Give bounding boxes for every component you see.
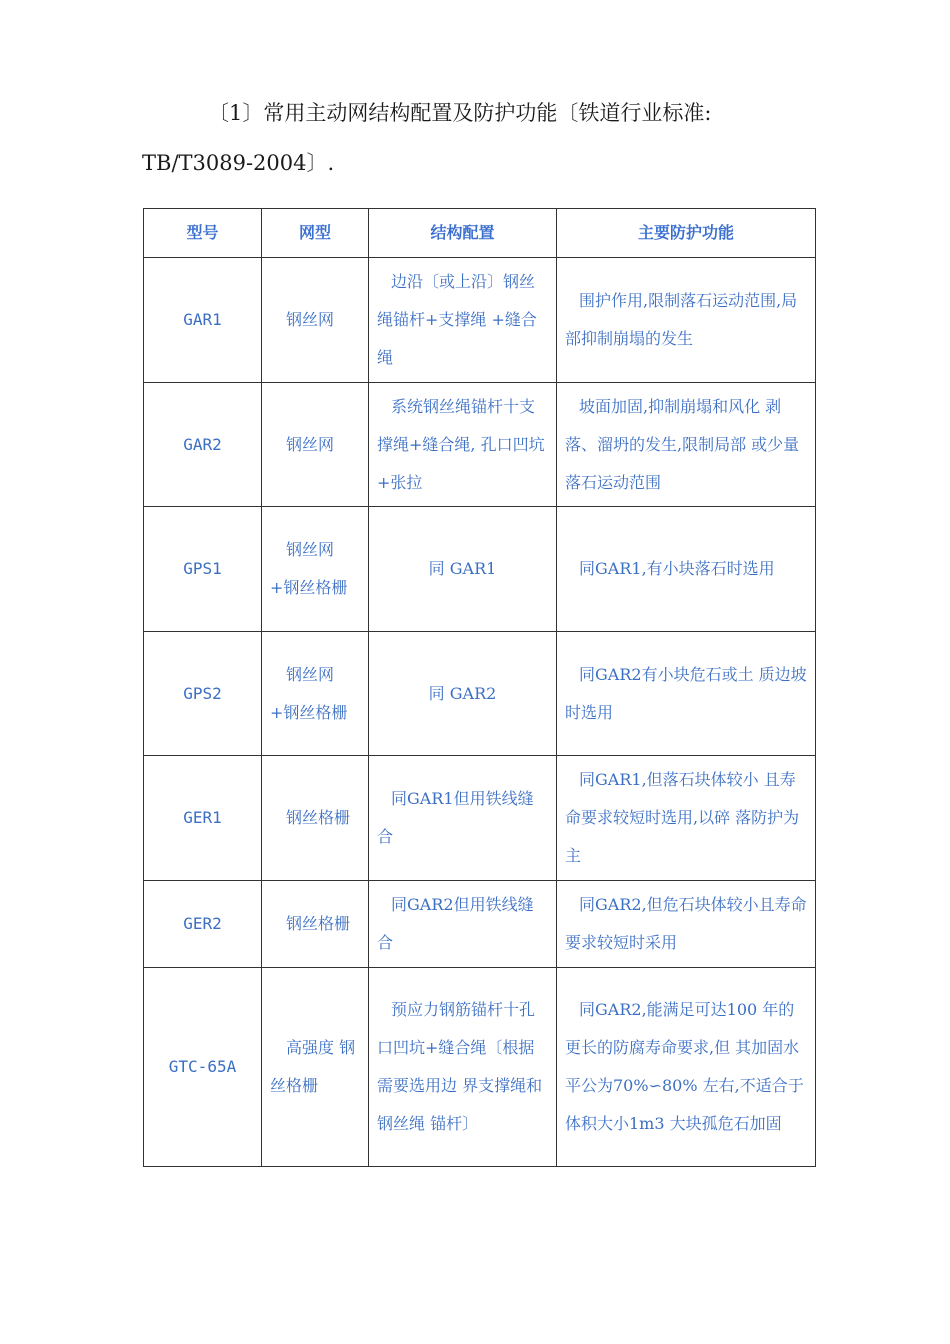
cell-net: 钢丝网+钢丝格栅 [262, 632, 369, 756]
cell-model: GTC-65A [144, 968, 262, 1167]
table-row [144, 756, 816, 881]
cell-net: 钢丝网 [262, 258, 369, 383]
cell-config: 边沿〔或上沿〕钢丝绳锚杆+支撑绳 +缝合绳 [369, 258, 557, 383]
spec-table [143, 208, 816, 1167]
cell-net: 钢丝网 [262, 383, 369, 507]
cell-config: 同 GAR1 [369, 507, 557, 632]
header-config: 结构配置 [369, 209, 557, 258]
table-row [144, 632, 816, 756]
table-row [144, 968, 816, 1167]
cell-model: GAR2 [144, 383, 262, 507]
cell-model: GPS1 [144, 507, 262, 632]
cell-function: 同GAR2,但危石块体较小且寿命要求较短时采用 [557, 881, 816, 968]
header-net: 网型 [262, 209, 369, 258]
cell-config: 同 GAR2 [369, 632, 557, 756]
cell-model: GER2 [144, 881, 262, 968]
cell-function: 同GAR2,能满足可达100 年的更长的防腐寿命要求,但 其加固水平公为70%∽80% 左右,不适合于体积大小1m3 大块孤危石加固 [557, 968, 816, 1167]
cell-function: 坡面加固,抑制崩塌和风化 剥落、溜坍的发生,限制局部 或少量落石运动范围 [557, 383, 816, 507]
cell-config: 同GAR2但用铁线缝合 [369, 881, 557, 968]
cell-function: 同GAR2有小块危石或土 质边坡时选用 [557, 632, 816, 756]
header-model: 型号 [144, 209, 262, 258]
cell-model: GPS2 [144, 632, 262, 756]
heading [142, 88, 822, 188]
cell-config: 预应力钢筋锚杆十孔口凹坑+缝合绳〔根据需要选用边 界支撑绳和钢丝绳 锚杆〕 [369, 968, 557, 1167]
cell-config: 系统钢丝绳锚杆十支撑绳+缝合绳, 孔口凹坑+张拉 [369, 383, 557, 507]
cell-net: 钢丝格栅 [262, 881, 369, 968]
heading-line-2: TB/T3089-2004〕. [142, 151, 335, 175]
cell-model: GAR1 [144, 258, 262, 383]
table-header-row [144, 209, 816, 258]
cell-config: 同GAR1但用铁线缝合 [369, 756, 557, 881]
table-row [144, 383, 816, 507]
heading-line-1: 〔1〕常用主动网结构配置及防护功能〔铁道行业标准: [208, 101, 712, 125]
table-row [144, 258, 816, 383]
cell-net: 高强度 钢丝格栅 [262, 968, 369, 1167]
cell-function: 围护作用,限制落石运动范围,局部抑制崩塌的发生 [557, 258, 816, 383]
cell-net: 钢丝网+钢丝格栅 [262, 507, 369, 632]
cell-net: 钢丝格栅 [262, 756, 369, 881]
cell-model: GER1 [144, 756, 262, 881]
table-row [144, 507, 816, 632]
table-row [144, 881, 816, 968]
header-function: 主要防护功能 [557, 209, 816, 258]
cell-function: 同GAR1,但落石块体较小 且寿命要求较短时选用,以碎 落防护为主 [557, 756, 816, 881]
cell-function: 同GAR1,有小块落石时选用 [557, 507, 816, 632]
